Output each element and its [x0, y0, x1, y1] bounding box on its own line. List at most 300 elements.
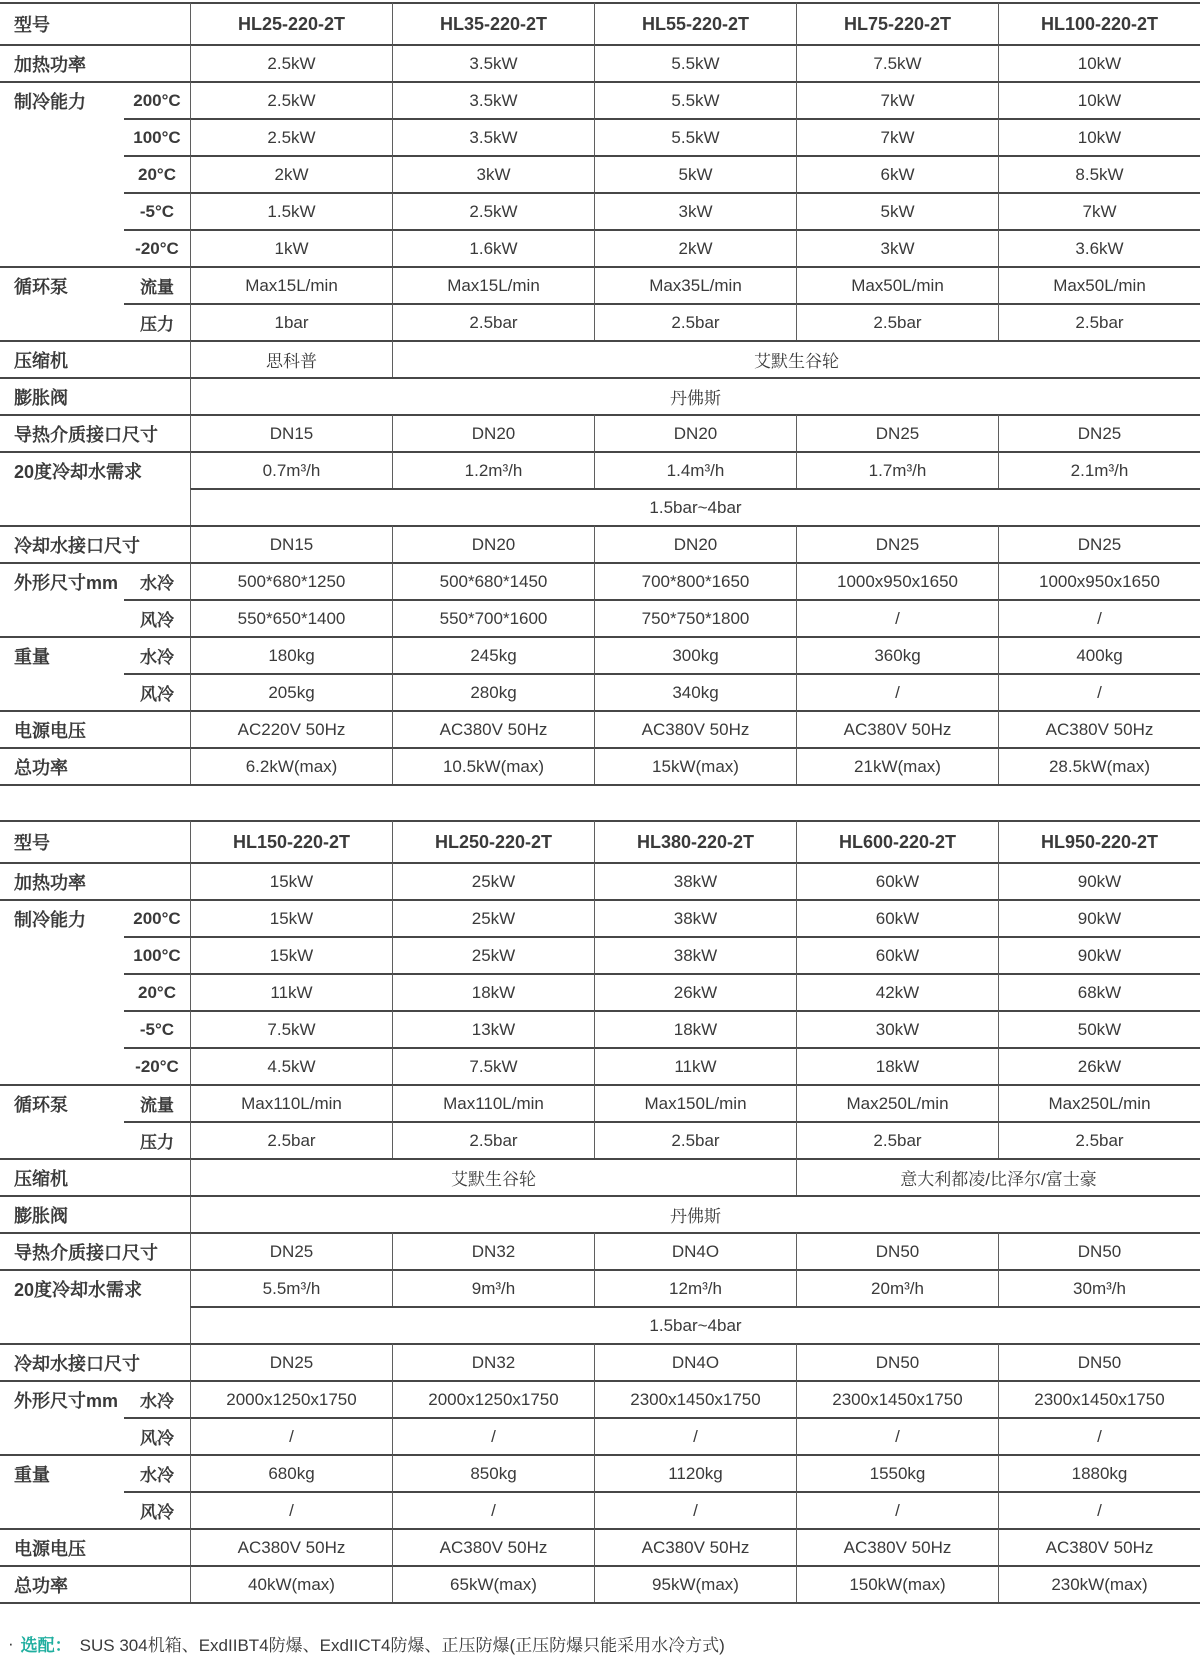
table-row — [0, 1195, 1200, 1232]
spec-cell: AC380V 50Hz — [998, 1528, 1200, 1565]
spec-cell: 25kW — [392, 862, 594, 899]
spec-table-2 — [0, 820, 1200, 1604]
spec-cell: 38kW — [594, 936, 796, 973]
row-sublabel: 20°C — [124, 155, 190, 192]
spec-cell: DN4O — [594, 1232, 796, 1269]
spec-cell: 28.5kW(max) — [998, 747, 1200, 784]
row-sublabel: 风冷 — [124, 673, 190, 710]
spec-cell: Max50L/min — [796, 266, 998, 303]
spec-cell: 1.6kW — [392, 229, 594, 266]
model-header: HL75-220-2T — [796, 2, 998, 44]
spec-cell: AC380V 50Hz — [190, 1528, 392, 1565]
spec-cell: / — [796, 1417, 998, 1454]
spec-cell: 2.5kW — [392, 192, 594, 229]
model-header: HL600-220-2T — [796, 820, 998, 862]
spec-cell: 3kW — [594, 192, 796, 229]
table-row — [0, 1047, 1200, 1084]
row-sublabel: 水冷 — [124, 1380, 190, 1417]
row-label: 冷却水接口尺寸 — [0, 525, 190, 562]
spec-cell: 2.5bar — [998, 303, 1200, 340]
spec-cell: Max150L/min — [594, 1084, 796, 1121]
spec-cell: DN50 — [796, 1232, 998, 1269]
table-row — [0, 1454, 1200, 1491]
table-row — [0, 155, 1200, 192]
row-label — [0, 303, 124, 340]
spec-cell: 1.5kW — [190, 192, 392, 229]
row-sublabel: 压力 — [124, 303, 190, 340]
spec-cell: 68kW — [998, 973, 1200, 1010]
spec-cell: 10.5kW(max) — [392, 747, 594, 784]
spec-cell: 245kg — [392, 636, 594, 673]
row-label: 重量 — [0, 1454, 124, 1491]
spec-cell: 1kW — [190, 229, 392, 266]
row-label — [0, 229, 124, 266]
model-header: HL35-220-2T — [392, 2, 594, 44]
spec-cell: 2kW — [190, 155, 392, 192]
row-sublabel: 20°C — [124, 973, 190, 1010]
spec-cell: 2.5kW — [190, 118, 392, 155]
spec-cell: 180kg — [190, 636, 392, 673]
spec-cell: 300kg — [594, 636, 796, 673]
spec-cell: 205kg — [190, 673, 392, 710]
table-row — [0, 229, 1200, 266]
table-row — [0, 414, 1200, 451]
row-label — [0, 673, 124, 710]
table-row — [0, 899, 1200, 936]
spec-cell: 1.7m³/h — [796, 451, 998, 488]
spec-cell: Max15L/min — [392, 266, 594, 303]
spec-cell: 2.1m³/h — [998, 451, 1200, 488]
row-sublabel: -20°C — [124, 1047, 190, 1084]
spec-cell: 95kW(max) — [594, 1565, 796, 1602]
model-header: HL100-220-2T — [998, 2, 1200, 44]
row-label: 20度冷却水需求 — [0, 451, 190, 488]
spec-cell: 3.5kW — [392, 81, 594, 118]
spec-cell: 90kW — [998, 862, 1200, 899]
row-label: 循环泵 — [0, 266, 124, 303]
table-row — [0, 303, 1200, 340]
spec-cell: DN25 — [190, 1343, 392, 1380]
spec-cell: 3.5kW — [392, 118, 594, 155]
table-row — [0, 1121, 1200, 1158]
spec-cell: 2300x1450x1750 — [796, 1380, 998, 1417]
table-row — [0, 636, 1200, 673]
spec-cell: AC380V 50Hz — [594, 1528, 796, 1565]
spec-cell: 60kW — [796, 862, 998, 899]
row-label — [0, 118, 124, 155]
spec-cell: AC380V 50Hz — [998, 710, 1200, 747]
options-note — [8, 1631, 1200, 1656]
model-header: HL250-220-2T — [392, 820, 594, 862]
spec-cell: 2000x1250x1750 — [190, 1380, 392, 1417]
spec-cell: 7.5kW — [392, 1047, 594, 1084]
table-row — [0, 1084, 1200, 1121]
table-row — [0, 44, 1200, 81]
spec-cell: 90kW — [998, 899, 1200, 936]
table-row — [0, 747, 1200, 784]
spec-cell: AC380V 50Hz — [594, 710, 796, 747]
table-row — [0, 81, 1200, 118]
spec-cell: Max250L/min — [796, 1084, 998, 1121]
spec-cell: Max35L/min — [594, 266, 796, 303]
row-label — [0, 1121, 124, 1158]
spec-cell: 2.5bar — [190, 1121, 392, 1158]
spec-cell: 2300x1450x1750 — [998, 1380, 1200, 1417]
spec-cell: 艾默生谷轮 — [190, 1158, 796, 1195]
spec-cell: 7.5kW — [190, 1010, 392, 1047]
spec-cell: 30kW — [796, 1010, 998, 1047]
note-bullet: · — [8, 1633, 14, 1653]
table-row — [0, 340, 1200, 377]
spec-cell: 15kW(max) — [594, 747, 796, 784]
spec-cell: 2.5bar — [594, 303, 796, 340]
table-row — [0, 1528, 1200, 1565]
spec-cell: 230kW(max) — [998, 1565, 1200, 1602]
spec-cell: 400kg — [998, 636, 1200, 673]
row-label: 循环泵 — [0, 1084, 124, 1121]
spec-cell: 艾默生谷轮 — [392, 340, 1200, 377]
spec-cell: Max110L/min — [392, 1084, 594, 1121]
spec-cell: Max50L/min — [998, 266, 1200, 303]
row-label — [0, 1010, 124, 1047]
model-header: HL55-220-2T — [594, 2, 796, 44]
spec-cell: DN15 — [190, 414, 392, 451]
spec-cell: 1.5bar~4bar — [190, 1306, 1200, 1343]
spec-cell: / — [998, 673, 1200, 710]
spec-cell: 6kW — [796, 155, 998, 192]
row-label — [0, 155, 124, 192]
spec-cell: 7kW — [796, 118, 998, 155]
spec-cell: 42kW — [796, 973, 998, 1010]
spec-cell: 15kW — [190, 862, 392, 899]
spec-cell: / — [594, 1491, 796, 1528]
row-sublabel: -20°C — [124, 229, 190, 266]
table-row — [0, 1343, 1200, 1380]
row-sublabel: 流量 — [124, 1084, 190, 1121]
row-label: 电源电压 — [0, 1528, 190, 1565]
spec-cell: 25kW — [392, 936, 594, 973]
row-label: 总功率 — [0, 1565, 190, 1602]
row-label: 导热介质接口尺寸 — [0, 1232, 190, 1269]
spec-cell: 680kg — [190, 1454, 392, 1491]
spec-cell: 3.6kW — [998, 229, 1200, 266]
table-row — [0, 1158, 1200, 1195]
row-label: 压缩机 — [0, 1158, 190, 1195]
spec-cell: 50kW — [998, 1010, 1200, 1047]
row-label — [0, 1047, 124, 1084]
row-label — [0, 973, 124, 1010]
row-sublabel: 压力 — [124, 1121, 190, 1158]
row-label: 加热功率 — [0, 862, 190, 899]
table-row — [0, 1565, 1200, 1602]
row-label — [0, 192, 124, 229]
spec-cell: 550*700*1600 — [392, 599, 594, 636]
row-label — [0, 599, 124, 636]
spec-cell: 3kW — [796, 229, 998, 266]
spec-cell: Max250L/min — [998, 1084, 1200, 1121]
row-sublabel: 100°C — [124, 936, 190, 973]
spec-cell: 500*680*1450 — [392, 562, 594, 599]
spec-cell: / — [998, 1417, 1200, 1454]
table-row — [0, 936, 1200, 973]
spec-cell: 12m³/h — [594, 1269, 796, 1306]
model-header: HL950-220-2T — [998, 820, 1200, 862]
spec-cell: 850kg — [392, 1454, 594, 1491]
row-label: 膨胀阀 — [0, 377, 190, 414]
table-row — [0, 377, 1200, 414]
spec-cell: DN20 — [594, 525, 796, 562]
row-label — [0, 1417, 124, 1454]
spec-cell: 18kW — [594, 1010, 796, 1047]
spec-cell: 90kW — [998, 936, 1200, 973]
row-label: 冷却水接口尺寸 — [0, 1343, 190, 1380]
row-sublabel: 水冷 — [124, 562, 190, 599]
spec-cell: 2.5bar — [392, 1121, 594, 1158]
spec-cell: AC380V 50Hz — [796, 710, 998, 747]
spec-cell: 2.5bar — [998, 1121, 1200, 1158]
spec-cell: 1000x950x1650 — [998, 562, 1200, 599]
spec-cell: 25kW — [392, 899, 594, 936]
table-row — [0, 1306, 1200, 1343]
spec-cell: 11kW — [190, 973, 392, 1010]
spec-cell: / — [190, 1491, 392, 1528]
spec-cell: 2.5kW — [190, 81, 392, 118]
spec-cell: 意大利都凌/比泽尔/富士豪 — [796, 1158, 1200, 1195]
table-row — [0, 266, 1200, 303]
spec-cell: Max110L/min — [190, 1084, 392, 1121]
spec-cell: 700*800*1650 — [594, 562, 796, 599]
row-label: 电源电压 — [0, 710, 190, 747]
table-row — [0, 1269, 1200, 1306]
spec-cell: 20m³/h — [796, 1269, 998, 1306]
spec-cell: 60kW — [796, 936, 998, 973]
row-sublabel: 水冷 — [124, 636, 190, 673]
row-sublabel: -5°C — [124, 1010, 190, 1047]
spec-cell: 340kg — [594, 673, 796, 710]
spec-cell: 1.2m³/h — [392, 451, 594, 488]
row-sublabel: 流量 — [124, 266, 190, 303]
spec-cell: 280kg — [392, 673, 594, 710]
spec-cell: DN20 — [392, 525, 594, 562]
row-label: 20度冷却水需求 — [0, 1269, 190, 1306]
table-row — [0, 673, 1200, 710]
spec-cell: 5.5kW — [594, 44, 796, 81]
spec-cell: 思科普 — [190, 340, 392, 377]
row-label — [0, 1491, 124, 1528]
table-row — [0, 451, 1200, 488]
spec-cell: DN25 — [998, 414, 1200, 451]
spec-cell: DN20 — [392, 414, 594, 451]
spec-cell: 1.4m³/h — [594, 451, 796, 488]
header-row — [0, 820, 1200, 862]
spec-cell: 9m³/h — [392, 1269, 594, 1306]
spec-cell: 60kW — [796, 899, 998, 936]
spec-cell: 2.5kW — [190, 44, 392, 81]
spec-cell: 38kW — [594, 862, 796, 899]
spec-cell: / — [796, 599, 998, 636]
table-title-cell: 型号 — [0, 2, 190, 44]
table-row — [0, 1491, 1200, 1528]
spec-cell: 10kW — [998, 118, 1200, 155]
spec-cell: 1880kg — [998, 1454, 1200, 1491]
spec-cell: 38kW — [594, 899, 796, 936]
row-sublabel: 200°C — [124, 899, 190, 936]
spec-cell: 15kW — [190, 899, 392, 936]
spec-cell: Max15L/min — [190, 266, 392, 303]
spec-cell: 1550kg — [796, 1454, 998, 1491]
spec-cell: 3kW — [392, 155, 594, 192]
row-sublabel: 水冷 — [124, 1454, 190, 1491]
spec-cell: / — [998, 599, 1200, 636]
spec-cell: 30m³/h — [998, 1269, 1200, 1306]
spec-cell: / — [594, 1417, 796, 1454]
row-sublabel: 风冷 — [124, 599, 190, 636]
note-tag-label: 选配： — [20, 1636, 72, 1655]
row-label: 加热功率 — [0, 44, 190, 81]
spec-cell: DN50 — [998, 1343, 1200, 1380]
row-label: 导热介质接口尺寸 — [0, 414, 190, 451]
spec-cell: 11kW — [594, 1047, 796, 1084]
spec-cell: 5.5kW — [594, 81, 796, 118]
spec-cell: / — [392, 1491, 594, 1528]
note-text: SUS 304机箱、ExdIIBT4防爆、ExdIICT4防爆、正压防爆(正压防爆只能采用水冷方式) — [79, 1636, 725, 1655]
row-label: 压缩机 — [0, 340, 190, 377]
spec-cell: DN25 — [796, 525, 998, 562]
spec-cell: 2.5bar — [392, 303, 594, 340]
spec-cell: 18kW — [796, 1047, 998, 1084]
row-label: 总功率 — [0, 747, 190, 784]
spec-cell: DN25 — [796, 414, 998, 451]
row-label: 制冷能力 — [0, 81, 124, 118]
table-row — [0, 710, 1200, 747]
spec-cell: 2.5bar — [594, 1121, 796, 1158]
row-label: 外形尺寸mm — [0, 562, 124, 599]
spec-cell: AC220V 50Hz — [190, 710, 392, 747]
spec-cell: 2.5bar — [796, 303, 998, 340]
model-header: HL25-220-2T — [190, 2, 392, 44]
row-label: 外形尺寸mm — [0, 1380, 124, 1417]
spec-cell: 1120kg — [594, 1454, 796, 1491]
row-sublabel: -5°C — [124, 192, 190, 229]
row-label — [0, 936, 124, 973]
table-row — [0, 525, 1200, 562]
spec-cell: 10kW — [998, 44, 1200, 81]
spec-cell: 7kW — [998, 192, 1200, 229]
spec-cell: 10kW — [998, 81, 1200, 118]
spec-cell: 1bar — [190, 303, 392, 340]
table-row — [0, 192, 1200, 229]
table-row — [0, 862, 1200, 899]
spec-cell: DN32 — [392, 1343, 594, 1380]
spec-cell: 4.5kW — [190, 1047, 392, 1084]
spec-cell: DN25 — [190, 1232, 392, 1269]
spec-cell: 500*680*1250 — [190, 562, 392, 599]
spec-cell: 360kg — [796, 636, 998, 673]
spec-cell: 6.2kW(max) — [190, 747, 392, 784]
spec-cell: / — [796, 1491, 998, 1528]
spec-cell: 2kW — [594, 229, 796, 266]
spec-cell: DN25 — [998, 525, 1200, 562]
row-label — [0, 1306, 190, 1343]
spec-cell: 65kW(max) — [392, 1565, 594, 1602]
table-title-cell: 型号 — [0, 820, 190, 862]
spec-table-1 — [0, 2, 1200, 786]
spec-cell: AC380V 50Hz — [392, 1528, 594, 1565]
table-row — [0, 1010, 1200, 1047]
row-label — [0, 488, 190, 525]
table-row — [0, 973, 1200, 1010]
row-sublabel: 100°C — [124, 118, 190, 155]
spec-cell: 18kW — [392, 973, 594, 1010]
spec-cell: / — [998, 1491, 1200, 1528]
spec-cell: 750*750*1800 — [594, 599, 796, 636]
model-header: HL150-220-2T — [190, 820, 392, 862]
header-row — [0, 2, 1200, 44]
spec-cell: DN50 — [998, 1232, 1200, 1269]
row-sublabel: 风冷 — [124, 1417, 190, 1454]
table-row — [0, 1380, 1200, 1417]
spec-cell: / — [796, 673, 998, 710]
spec-cell: 21kW(max) — [796, 747, 998, 784]
table-row — [0, 118, 1200, 155]
row-label: 重量 — [0, 636, 124, 673]
spec-cell: 3.5kW — [392, 44, 594, 81]
table-row — [0, 562, 1200, 599]
spec-cell: 40kW(max) — [190, 1565, 392, 1602]
spec-cell: 0.7m³/h — [190, 451, 392, 488]
spec-cell: 丹佛斯 — [190, 377, 1200, 414]
spec-cell: 5kW — [594, 155, 796, 192]
table-row — [0, 1417, 1200, 1454]
spec-cell: 7kW — [796, 81, 998, 118]
spec-cell: 2300x1450x1750 — [594, 1380, 796, 1417]
model-header: HL380-220-2T — [594, 820, 796, 862]
spec-cell: 8.5kW — [998, 155, 1200, 192]
table-row — [0, 488, 1200, 525]
spec-cell: 5kW — [796, 192, 998, 229]
spec-cell: 13kW — [392, 1010, 594, 1047]
spec-cell: / — [190, 1417, 392, 1454]
row-sublabel: 200°C — [124, 81, 190, 118]
spec-cell: 26kW — [998, 1047, 1200, 1084]
spec-cell: / — [392, 1417, 594, 1454]
spec-cell: 7.5kW — [796, 44, 998, 81]
row-label: 制冷能力 — [0, 899, 124, 936]
spec-cell: 2.5bar — [796, 1121, 998, 1158]
spec-cell: AC380V 50Hz — [796, 1528, 998, 1565]
row-sublabel: 风冷 — [124, 1491, 190, 1528]
spec-cell: DN15 — [190, 525, 392, 562]
spec-cell: 1000x950x1650 — [796, 562, 998, 599]
spec-cell: 2000x1250x1750 — [392, 1380, 594, 1417]
spec-cell: DN4O — [594, 1343, 796, 1380]
spec-cell: 550*650*1400 — [190, 599, 392, 636]
spec-cell: 15kW — [190, 936, 392, 973]
spec-cell: 1.5bar~4bar — [190, 488, 1200, 525]
row-label: 膨胀阀 — [0, 1195, 190, 1232]
spec-cell: DN50 — [796, 1343, 998, 1380]
spec-cell: 丹佛斯 — [190, 1195, 1200, 1232]
table-row — [0, 599, 1200, 636]
spec-cell: 150kW(max) — [796, 1565, 998, 1602]
spec-cell: 5.5kW — [594, 118, 796, 155]
spec-cell: DN20 — [594, 414, 796, 451]
spec-cell: 5.5m³/h — [190, 1269, 392, 1306]
spec-cell: 26kW — [594, 973, 796, 1010]
spec-cell: DN32 — [392, 1232, 594, 1269]
spec-cell: AC380V 50Hz — [392, 710, 594, 747]
table-row — [0, 1232, 1200, 1269]
